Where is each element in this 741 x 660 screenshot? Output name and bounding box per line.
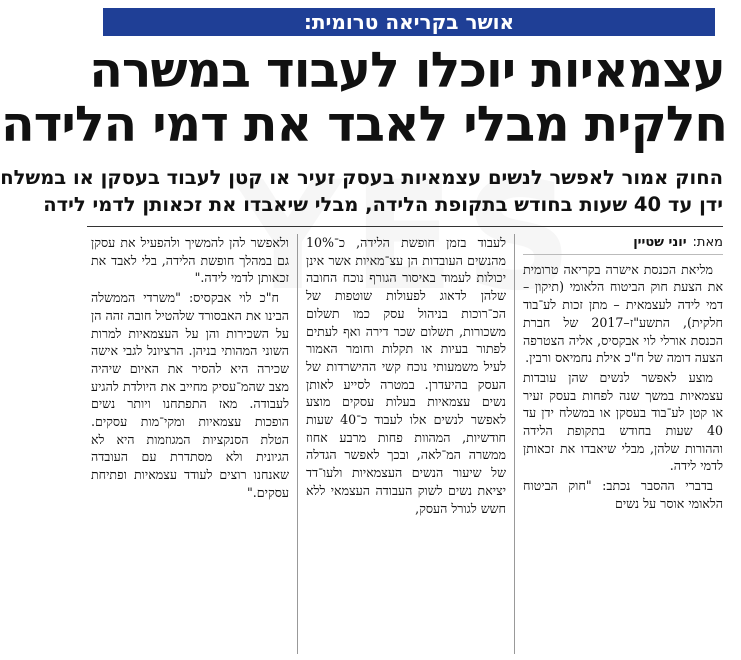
column-1 [523,234,723,654]
headline-line-1: עצמאיות יוכלו לעבוד במשרה [89,42,725,99]
paragraph: בדברי ההסבר נכתב: "חוק הביטוח הלאומי אוסר על נשים [523,478,723,511]
column-2 [306,234,506,654]
paragraph: לעבוד בזמן חופשת הלידה, כ־10% מהנשים העובדות הן עצ־מאיות אשר אינן יכולות לעמוד באיסור הגורף נוכח החובה שלהן לדאוג לפעולות שוטפות של הכ־רוכות בניהול עסק כמו תשלום משכורות, תשלום שכר דירה ואף לעתים לפתור בעיות או תקלות וחומר האמור לעיל משמעותי נוכח קשי ההישרדות של העסק בהיעדרן. במטרה לסייע לאותן נשים עצמאיות בעלות עסקים מוצע לאפשר לנשים אלו לעבוד כ־40 שעות חודשיות, המהוות פחות מרבע אחוז ממשרה המ־לאה, ובכך לאפשר הגדלה של שיעור הנשים העצמאיות ולעו־דד יציאת נשים לשוק העבודה העצמאי ללא חשש לגורל העסק, [306,235,506,516]
paragraph: ח"כ לוי אבקסיס: "משרדי הממשלה הבינו את האבסורד שלהטיל חובה זהה הן על השכירות והן על העצמאיות למרות השוני המהותי בניהן. הרציונל לגבי אישה שכירה היא להסיר את האיום שיהיה מצב שהמ־עסיק מחייב את היולדת להגיע לעבודה. מאז התפתחנו ויותר נשים הופכות עצמאיות ומקי־מות עסקים. הטלת הסנקציות המגוזמות היא לא הגיונית ולא מסתדרת עם העובדה שאנחנו רוצים לעודד עצמאיות ופתיחת עסקים." [91,290,289,500]
subheadline-line-2: ידן עד 40 שעות בחודש בתקופת הלידה, מבלי שיאבדו את זכאותן לדמי לידה [43,193,723,216]
section-banner: אושר בקריאה טרומית: [103,8,715,36]
paragraph: מליאת הכנסת אישרה בקריאה טרומית את הצעת חוק הביטוח הלאומי (תיקון – דמי לידה לעצמאית – מתן זכות לע־בוד חלקית), התשע"ז–2017 של חברת הכנסת אורלי לוי אבקסיס, אליה הצטרפה הצעה דומה של ח"כ אילת נחמיאס ורבין. [523,261,724,366]
divider-rule [87,226,723,227]
subheadline [0,164,723,218]
column-separator [514,234,515,654]
headline-line-2: חלקית מבלי לאבד את דמי הלידה [0,96,727,153]
subheadline-line-1: החוק אמור לאפשר לנשים עצמאיות בעסק זעיר או קטן לעבוד בעסקן או במשלח [0,166,723,189]
column-3 [91,234,289,654]
byline [523,234,723,255]
article-body [87,234,723,654]
paragraph: מוצע לאפשר לנשים שהן עובדות עצמאיות במשך שנה לפחות בעסק זעיר או קטן לע־בוד בעסקן או במשלח ידן עד 40 שעות בחודש בתקופת הלידה וההורות שלהן, מבלי שיאבדו את זכאותן לדמי לידה. [523,369,723,474]
author-name: יוני שטיין [633,235,687,250]
headline [0,42,727,153]
column-separator [297,234,298,654]
paragraph: ולאפשר להן להמשיך ולהפעיל את עסקן גם במהלך חופשת הלידה, בלי לאבד את זכאותן לדמי לידה." [91,235,289,286]
byline-label: מאת: [692,235,723,250]
